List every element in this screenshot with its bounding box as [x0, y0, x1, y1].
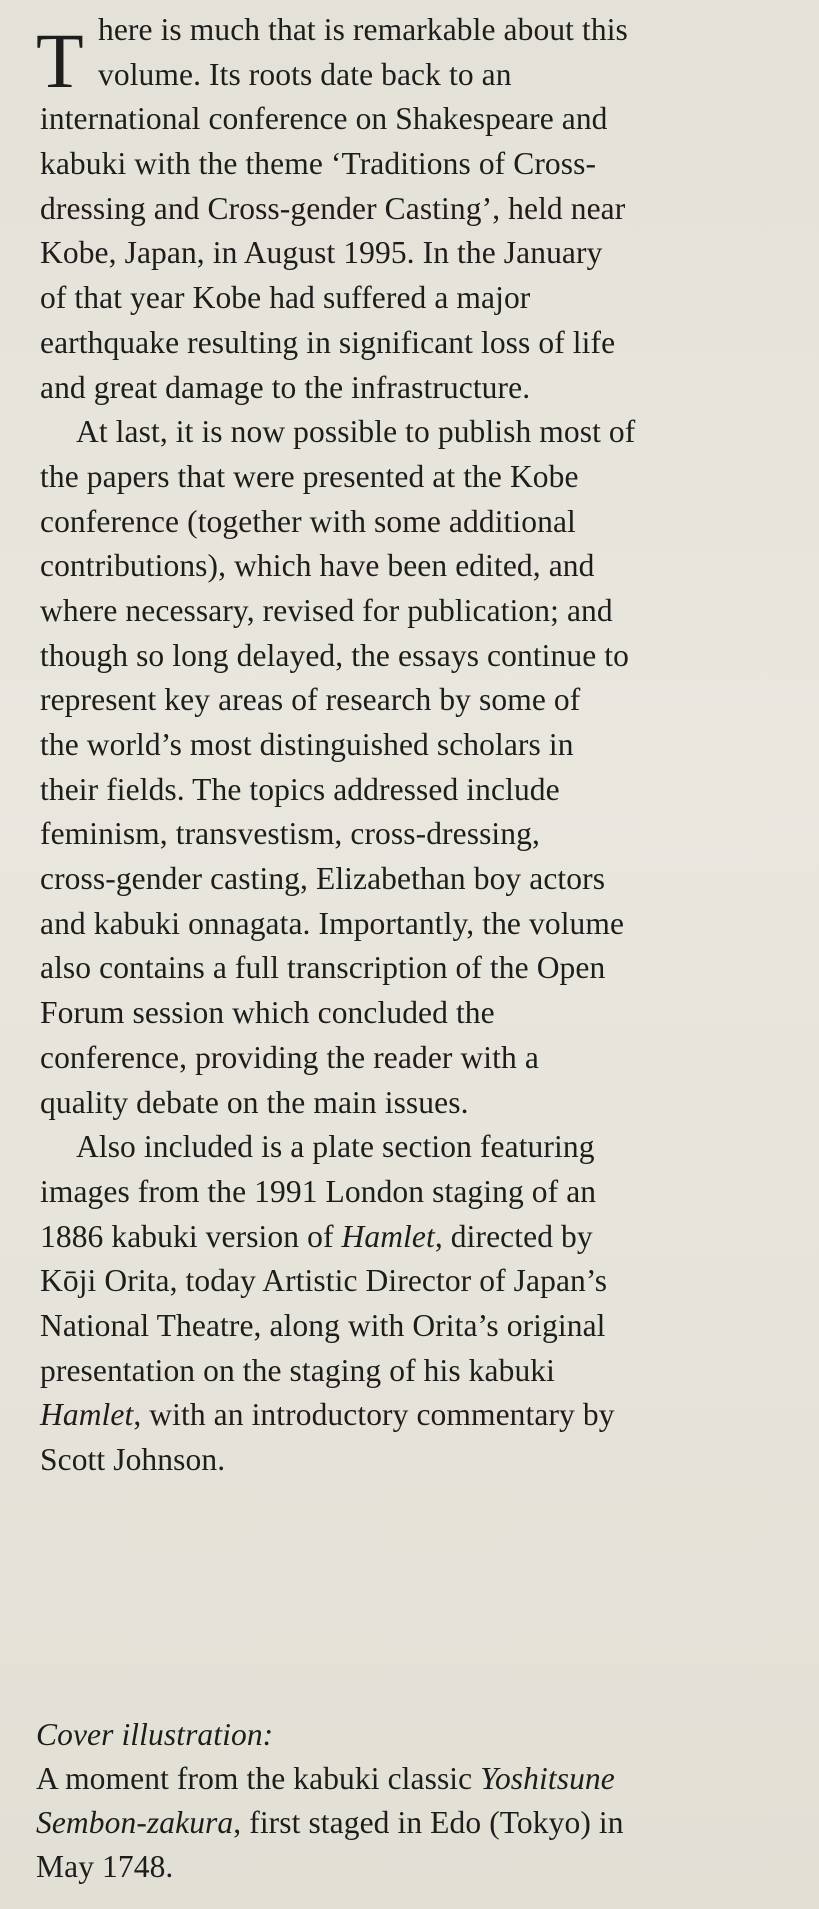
blurb-line: Kobe, Japan, in August 1995. In the January	[40, 235, 603, 271]
blurb-line	[40, 1215, 800, 1260]
blurb-line: Kōji Orita, today Artistic Director of Japan’s	[40, 1263, 608, 1299]
blurb-line: At last, it is now possible to publish most of	[76, 414, 636, 450]
blurb-line: dressing and Cross-gender Casting’, held near	[40, 190, 626, 226]
blurb-line: international conference on Shakespeare and	[40, 101, 608, 137]
blurb-line: contributions), which have been edited, and	[40, 548, 595, 584]
blurb-line	[40, 1393, 800, 1438]
cover-text-run: , first staged in Edo (Tokyo) in	[233, 1805, 624, 1840]
drop-cap: T	[36, 17, 84, 104]
cover-credit-line: May 1748.	[36, 1849, 174, 1884]
blurb-line: kabuki with the theme ‘Traditions of Cross-	[40, 146, 597, 182]
blurb-line: volume. Its roots date back to an	[98, 56, 512, 92]
blurb-line: Scott Johnson.	[40, 1442, 226, 1477]
blurb-line: quality debate on the main issues.	[40, 1084, 469, 1120]
blurb-text-run: 1886 kabuki version of	[40, 1218, 342, 1254]
blurb-line: though so long delayed, the essays continue to	[40, 637, 629, 673]
blurb-line: of that year Kobe had suffered a major	[40, 280, 531, 316]
blurb-line: here is much that is remarkable about this	[98, 12, 628, 47]
blurb-line: earthquake resulting in significant loss of life	[40, 324, 616, 360]
blurb-line: the papers that were presented at the Kobe	[40, 458, 579, 494]
blurb-line: and kabuki onnagata. Importantly, the volume	[40, 905, 625, 941]
blurb-text	[36, 8, 800, 1483]
blurb-line: feminism, transvestism, cross-dressing,	[40, 816, 540, 852]
blurb-text-run: , with an introductory commentary by	[133, 1397, 615, 1433]
cover-text-run: A moment from the kabuki classic	[36, 1761, 481, 1796]
hamlet-title-italic: Hamlet	[40, 1397, 134, 1433]
blurb-line: their fields. The topics addressed include	[40, 771, 560, 807]
blurb-line: Forum session which concluded the	[40, 995, 495, 1031]
blurb-line: the world’s most distinguished scholars in	[40, 727, 574, 762]
play-title-italic: Yoshitsune	[480, 1761, 615, 1796]
blurb-line: images from the 1991 London staging of an	[40, 1173, 597, 1209]
hamlet-title-italic: Hamlet	[341, 1218, 435, 1254]
blurb-text-run: , directed by	[434, 1218, 593, 1254]
blurb-line: National Theatre, along with Orita’s original	[40, 1307, 606, 1343]
blurb-line: conference, providing the reader with a	[40, 1039, 539, 1075]
blurb-line: where necessary, revised for publication; and	[40, 592, 613, 628]
cover-credit-line	[36, 1801, 806, 1845]
cover-credit-line	[36, 1757, 806, 1801]
blurb-line: also contains a full transcription of the Open	[40, 950, 606, 986]
blurb-line: presentation on the staging of his kabuki	[40, 1352, 556, 1388]
play-title-italic: Sembon-zakura	[36, 1805, 234, 1840]
blurb-line: represent key areas of research by some of	[40, 682, 581, 718]
cover-illustration-credit	[36, 1713, 806, 1889]
cover-credit-heading: Cover illustration:	[36, 1717, 274, 1752]
blurb-line: cross-gender casting, Elizabethan boy actors	[40, 861, 606, 897]
blurb-line: and great damage to the infrastructure.	[40, 369, 531, 405]
blurb-line: Also included is a plate section featuring	[76, 1129, 595, 1165]
blurb-line: conference (together with some additional	[40, 503, 576, 539]
